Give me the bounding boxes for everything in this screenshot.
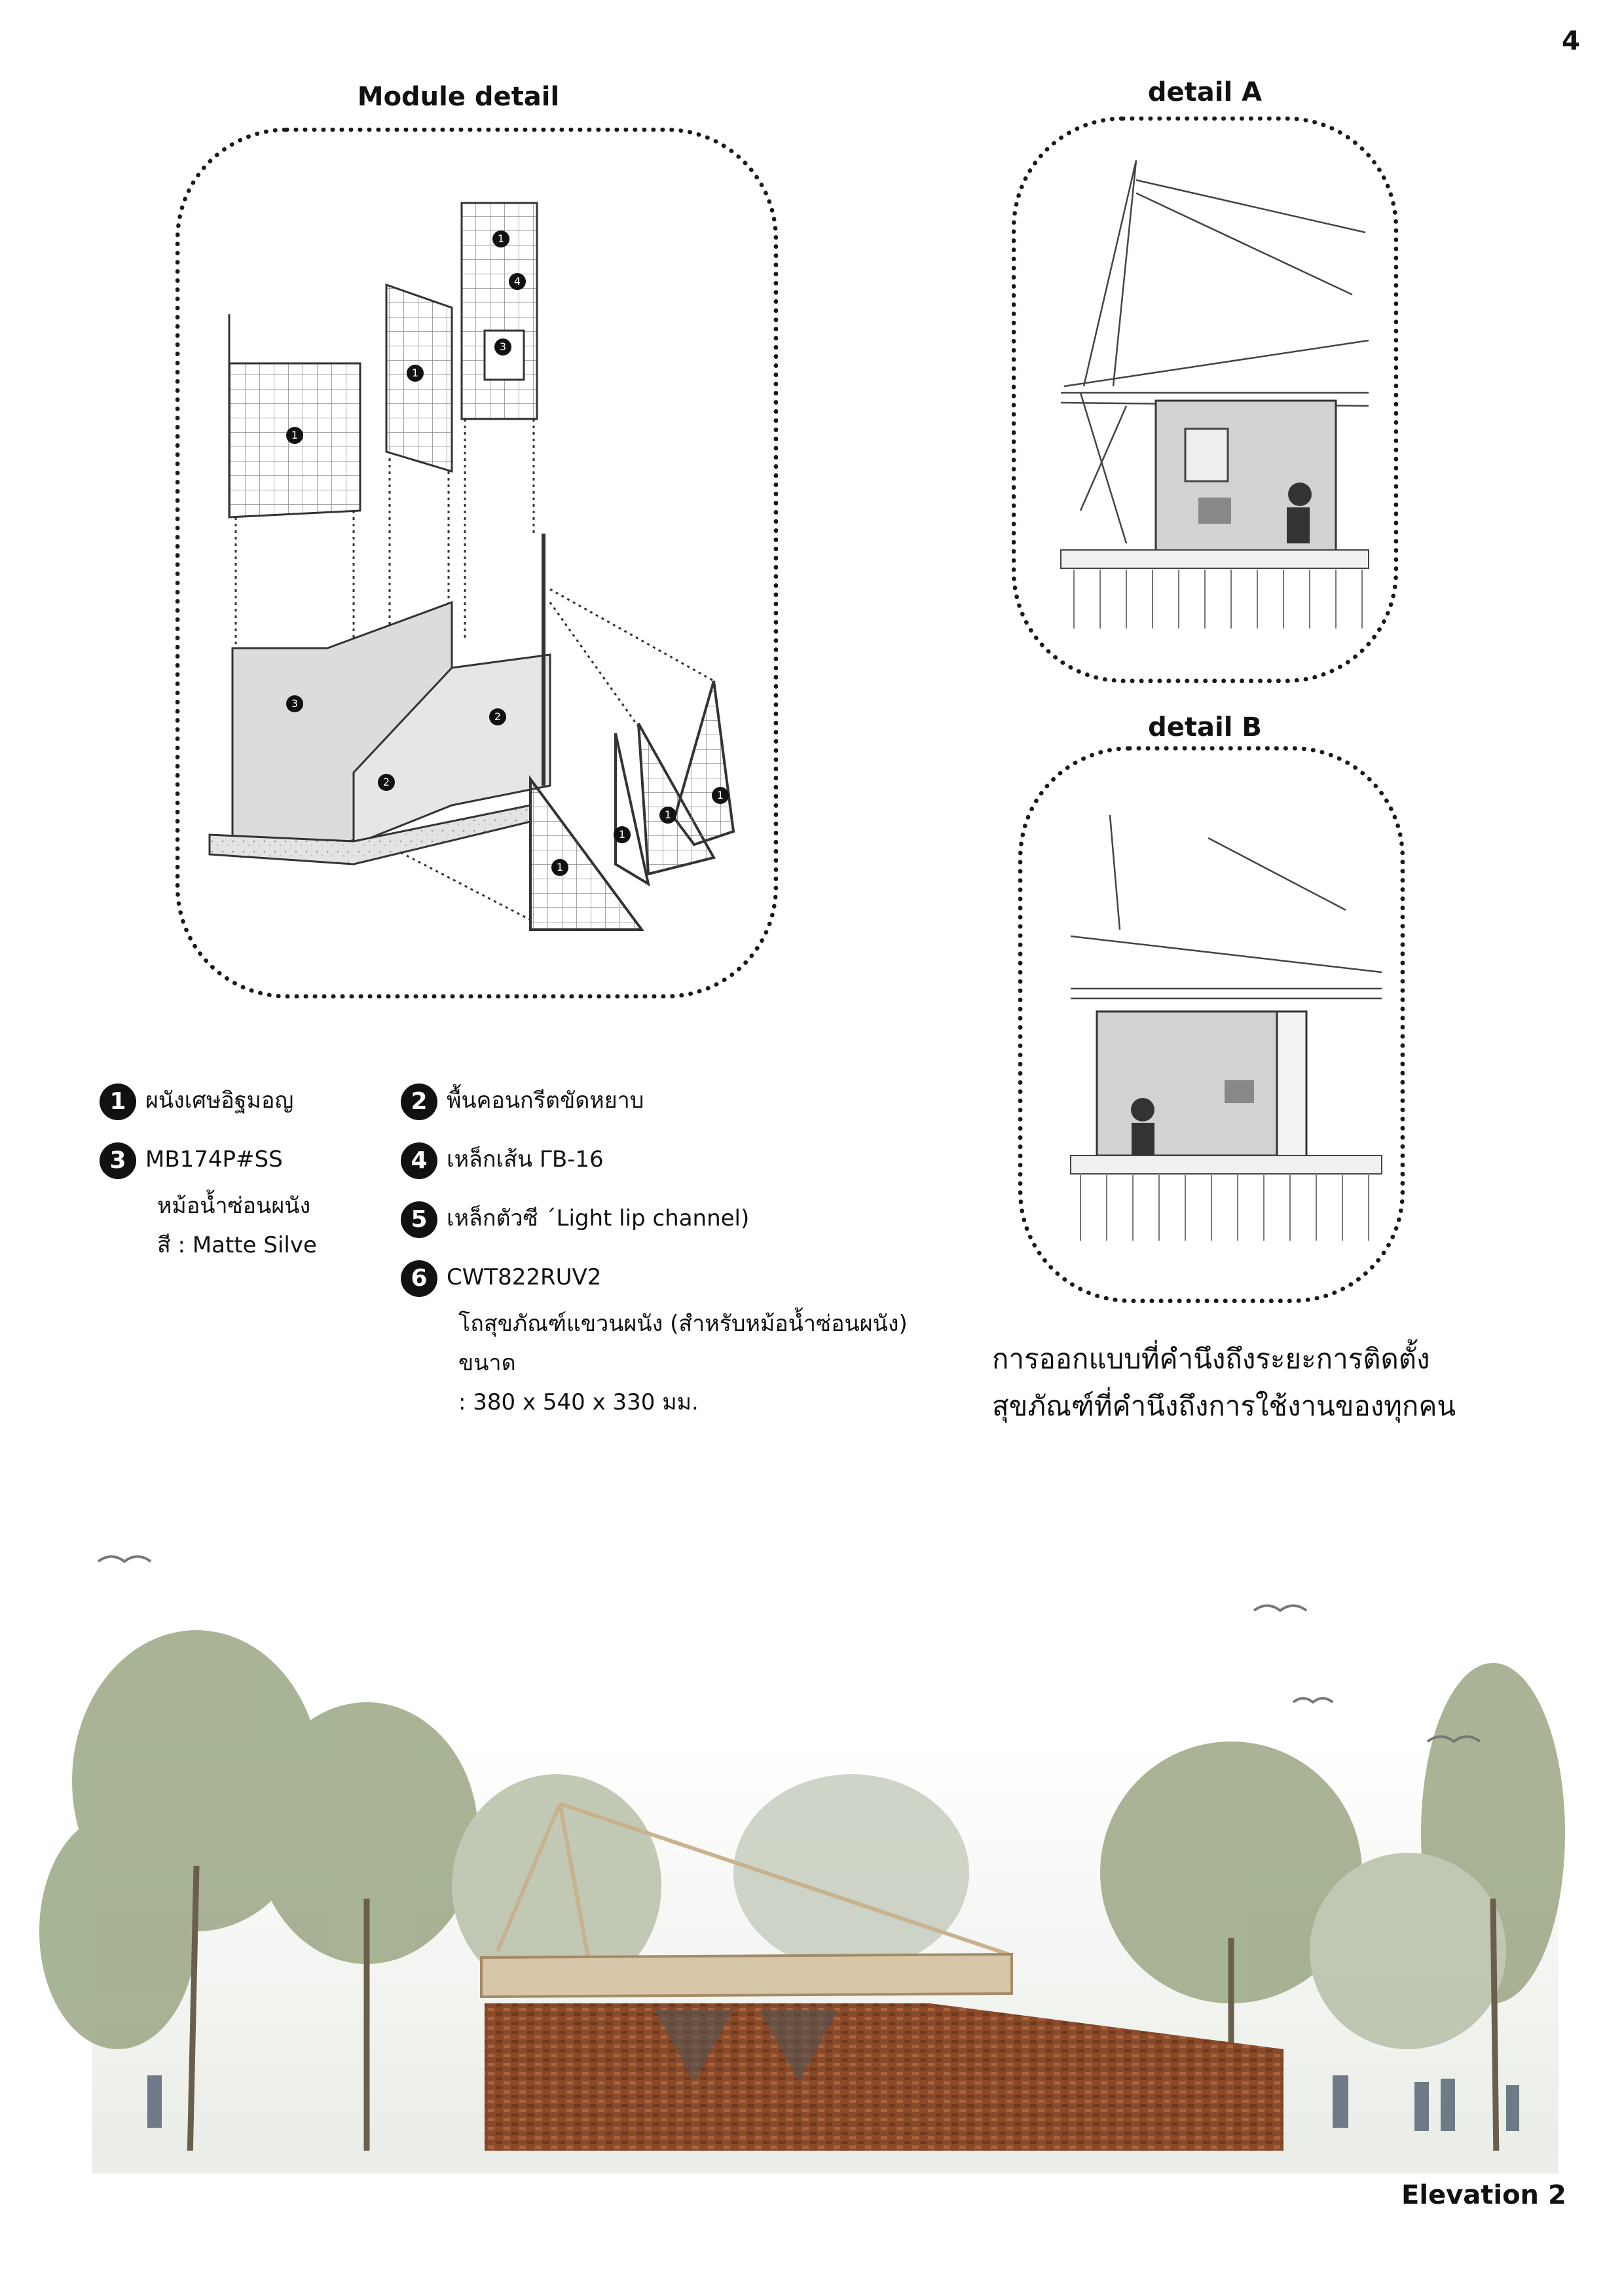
- legend-number: 3: [100, 1142, 136, 1179]
- legend-number: 6: [401, 1260, 437, 1297]
- canopy-roof: [481, 1954, 1012, 1997]
- legend-number: 5: [401, 1201, 437, 1238]
- legend-text: : 380 x 540 x 330 มม.: [458, 1389, 699, 1415]
- elevation-label: Elevation 2: [1401, 2180, 1566, 2210]
- legend-text: เหล็กตัวซี ´Light lip channel): [447, 1205, 750, 1231]
- callout-marker: 4: [509, 273, 526, 290]
- legend-text: สี : Matte Silve: [157, 1232, 317, 1258]
- legend-text: MB174P#SS: [145, 1146, 283, 1173]
- callout-marker: 1: [286, 427, 303, 444]
- callout-marker: 1: [551, 859, 568, 876]
- callout-marker: 2: [489, 708, 506, 725]
- callout-marker: 1: [712, 787, 729, 804]
- detail-b-title: detail B: [1148, 712, 1262, 742]
- callout-marker: 1: [659, 807, 676, 824]
- legend-number: 2: [401, 1084, 437, 1120]
- legend-number: 4: [401, 1142, 437, 1179]
- legend-text: พื้นคอนกรีตขัดหยาบ: [447, 1087, 644, 1114]
- callout-marker: 1: [407, 365, 424, 382]
- legend-number: 1: [100, 1084, 136, 1120]
- legend-text: หม้อน้ำซ่อนผนัง: [157, 1193, 311, 1219]
- page-number: 4: [1562, 26, 1580, 56]
- legend-text: เหล็กเส้น ΓB-16: [447, 1146, 604, 1173]
- module-detail-title: Module detail: [357, 82, 560, 112]
- legend-text: โถสุขภัณฑ์แขวนผนัง (สำหรับหม้อน้ำซ่อนผนัง): [458, 1311, 908, 1337]
- callout-marker: 3: [286, 695, 303, 712]
- legend-text: ขนาด: [458, 1350, 516, 1376]
- detail-a-title: detail A: [1147, 77, 1263, 107]
- caption-line-2: สุขภัณฑ์ที่คำนึงถึงการใช้งานของทุกคน: [992, 1390, 1456, 1422]
- callout-marker: 1: [614, 826, 631, 843]
- legend-text: CWT822RUV2: [447, 1264, 602, 1290]
- legend-text: ผนังเศษอิฐมอญ: [145, 1087, 294, 1114]
- callout-marker: 3: [494, 338, 511, 355]
- callout-marker: 1: [492, 230, 509, 247]
- caption-line-1: การออกแบบที่คำนึงถึงระยะการติดตั้ง: [992, 1343, 1430, 1375]
- callout-marker: 2: [378, 774, 395, 791]
